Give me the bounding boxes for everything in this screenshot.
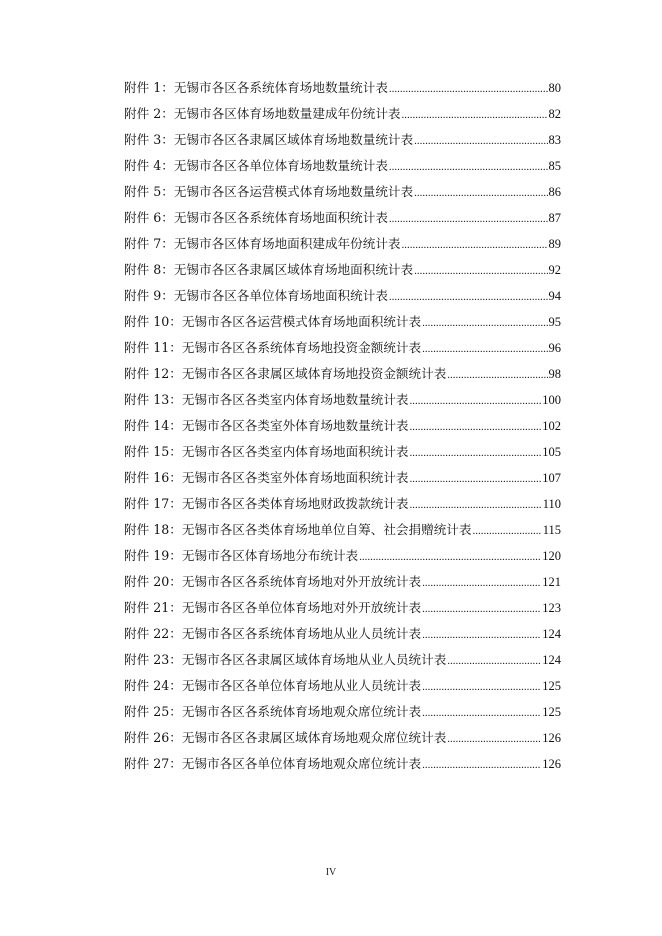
toc-entry-page-number: 121 [542, 575, 561, 589]
toc-entry[interactable] [124, 260, 561, 286]
toc-entry-title: 无锡市各区各单位体育场地从业人员统计表 [181, 678, 422, 693]
toc-entry-title: 无锡市各区各隶属区域体育场地面积统计表 [173, 262, 414, 277]
dot-leader [422, 755, 541, 775]
toc-entry-title: 无锡市各区各类室内体育场地面积统计表 [181, 444, 409, 459]
toc-entry-title: 无锡市各区各类室外体育场地面积统计表 [181, 470, 409, 485]
toc-entry-page-number: 115 [542, 523, 561, 537]
toc-entry[interactable] [124, 104, 561, 130]
toc-entry[interactable] [124, 468, 561, 494]
toc-entry-label: 附件 25： [124, 704, 182, 719]
dot-leader [410, 417, 542, 437]
toc-entry-page-number: 102 [542, 419, 561, 433]
toc-entry-title: 无锡市各区各隶属区域体育场地数量统计表 [173, 132, 414, 147]
page-footer-number: IV [325, 867, 337, 878]
toc-entry-title: 无锡市各区各类室内体育场地数量统计表 [181, 392, 409, 407]
toc-entry[interactable] [124, 494, 561, 520]
dot-leader [389, 287, 548, 307]
dot-leader [422, 703, 541, 723]
toc-entry-label: 附件 17： [124, 496, 182, 511]
toc-entry[interactable] [124, 338, 561, 364]
toc-entry-label: 附件 14： [124, 418, 182, 433]
toc-entry[interactable] [124, 312, 561, 338]
toc-entry-label: 附件 5： [124, 184, 174, 199]
toc-entry[interactable] [124, 78, 561, 104]
toc-entry-page-number: 105 [542, 445, 561, 459]
toc-entry-title: 无锡市各区各系统体育场地对外开放统计表 [181, 574, 422, 589]
toc-entry-page-number: 124 [542, 653, 561, 667]
toc-entry[interactable] [124, 416, 561, 442]
toc-entry-page-number: 96 [548, 341, 561, 355]
dot-leader [447, 729, 541, 749]
toc-entry[interactable] [124, 598, 561, 624]
toc-entry-label: 附件 3： [124, 132, 174, 147]
toc-entry-page-number: 80 [548, 81, 561, 95]
dot-leader [410, 443, 542, 463]
toc-entry-page-number: 89 [548, 237, 561, 251]
dot-leader [359, 547, 541, 567]
dot-leader [389, 79, 548, 99]
toc-entry-page-number: 92 [548, 263, 561, 277]
toc-entry-label: 附件 18： [124, 522, 182, 537]
toc-entry-label: 附件 12： [124, 366, 182, 381]
toc-entry-title: 无锡市各区各单位体育场地对外开放统计表 [181, 600, 422, 615]
toc-entry-page-number: 86 [548, 185, 561, 199]
toc-entry-title: 无锡市各区各类体育场地财政拨款统计表 [181, 496, 409, 511]
toc-entry-title: 无锡市各区各类室外体育场地数量统计表 [181, 418, 409, 433]
toc-entry-label: 附件 6： [124, 210, 174, 225]
dot-leader [422, 573, 541, 593]
toc-entry-title: 无锡市各区各隶属区域体育场地从业人员统计表 [181, 652, 447, 667]
dot-leader [422, 313, 547, 333]
toc-entry-page-number: 94 [548, 289, 561, 303]
dot-leader [410, 495, 542, 515]
toc-entry[interactable] [124, 286, 561, 312]
dot-leader [422, 625, 541, 645]
toc-entry-page-number: 124 [542, 627, 561, 641]
toc-entry-page-number: 120 [542, 549, 561, 563]
toc-entry-title: 无锡市各区各类体育场地单位自筹、社会捐赠统计表 [181, 522, 472, 537]
dot-leader [389, 157, 548, 177]
toc-entry-label: 附件 11： [124, 340, 182, 355]
toc-entry-page-number: 98 [548, 367, 561, 381]
toc-entry[interactable] [124, 234, 561, 260]
toc-entry-page-number: 100 [542, 393, 561, 407]
dot-leader [402, 105, 548, 125]
toc-entry-page-number: 125 [542, 705, 561, 719]
toc-entry-title: 无锡市各区各单位体育场地观众席位统计表 [181, 756, 422, 771]
toc-entry-label: 附件 22： [124, 626, 182, 641]
toc-entry-title: 无锡市各区各系统体育场地观众席位统计表 [181, 704, 422, 719]
dot-leader [410, 391, 542, 411]
toc-entry-title: 无锡市各区各系统体育场地从业人员统计表 [181, 626, 422, 641]
dot-leader [414, 183, 547, 203]
table-of-contents [124, 78, 561, 780]
dot-leader [402, 235, 548, 255]
toc-entry-label: 附件 20： [124, 574, 182, 589]
toc-entry-label: 附件 15： [124, 444, 182, 459]
toc-entry-label: 附件 23： [124, 652, 182, 667]
toc-entry[interactable] [124, 572, 561, 598]
toc-entry[interactable] [124, 182, 561, 208]
toc-entry-page-number: 126 [542, 731, 561, 745]
toc-entry-label: 附件 10： [124, 314, 182, 329]
dot-leader [414, 261, 547, 281]
toc-entry-label: 附件 2： [124, 106, 174, 121]
toc-entry[interactable] [124, 676, 561, 702]
toc-entry-label: 附件 26： [124, 730, 182, 745]
toc-entry-title: 无锡市各区各单位体育场地数量统计表 [173, 158, 388, 173]
toc-entry-title: 无锡市各区体育场地数量建成年份统计表 [173, 106, 401, 121]
toc-entry[interactable] [124, 390, 561, 416]
toc-entry[interactable] [124, 442, 561, 468]
toc-entry[interactable] [124, 702, 561, 728]
toc-entry[interactable] [124, 650, 561, 676]
dot-leader [410, 469, 542, 489]
toc-entry-page-number: 83 [548, 133, 561, 147]
dot-leader [422, 599, 541, 619]
toc-entry-label: 附件 7： [124, 236, 174, 251]
toc-entry[interactable] [124, 208, 561, 234]
toc-entry-label: 附件 27： [124, 756, 182, 771]
toc-entry-page-number: 126 [542, 757, 561, 771]
toc-entry-label: 附件 4： [124, 158, 174, 173]
toc-entry-label: 附件 1： [124, 80, 174, 95]
toc-entry-title: 无锡市各区各隶属区域体育场地投资金额统计表 [181, 366, 447, 381]
toc-entry-label: 附件 9： [124, 288, 174, 303]
dot-leader [447, 651, 541, 671]
toc-entry-label: 附件 24： [124, 678, 182, 693]
toc-entry-page-number: 123 [542, 601, 561, 615]
dot-leader [422, 677, 541, 697]
toc-entry-label: 附件 13： [124, 392, 182, 407]
dot-leader [472, 521, 541, 541]
toc-entry-page-number: 125 [542, 679, 561, 693]
toc-entry-title: 无锡市各区各系统体育场地投资金额统计表 [181, 340, 422, 355]
toc-entry[interactable] [124, 364, 561, 390]
toc-entry-page-number: 107 [542, 471, 561, 485]
toc-entry-page-number: 82 [548, 107, 561, 121]
toc-entry[interactable] [124, 520, 561, 546]
dot-leader [389, 209, 548, 229]
toc-entry-title: 无锡市各区各系统体育场地面积统计表 [173, 210, 388, 225]
toc-entry-page-number: 110 [542, 497, 561, 511]
toc-entry-title: 无锡市各区各单位体育场地面积统计表 [173, 288, 388, 303]
dot-leader [447, 365, 547, 385]
toc-entry-page-number: 87 [548, 211, 561, 225]
toc-entry[interactable] [124, 156, 561, 182]
toc-entry-page-number: 95 [548, 315, 561, 329]
toc-entry[interactable] [124, 130, 561, 156]
toc-entry[interactable] [124, 728, 561, 754]
toc-entry-title: 无锡市各区体育场地面积建成年份统计表 [173, 236, 401, 251]
toc-entry-label: 附件 21： [124, 600, 182, 615]
toc-entry[interactable] [124, 624, 561, 650]
toc-entry-label: 附件 16： [124, 470, 182, 485]
toc-entry[interactable] [124, 546, 561, 572]
dot-leader [414, 131, 547, 151]
toc-entry-title: 无锡市各区各系统体育场地数量统计表 [173, 80, 388, 95]
dot-leader [422, 339, 547, 359]
toc-entry[interactable] [124, 754, 561, 780]
toc-entry-label: 附件 19： [124, 548, 182, 563]
toc-entry-title: 无锡市各区各运营模式体育场地面积统计表 [181, 314, 422, 329]
toc-entry-label: 附件 8： [124, 262, 174, 277]
toc-entry-title: 无锡市各区各隶属区域体育场地观众席位统计表 [181, 730, 447, 745]
toc-entry-title: 无锡市各区体育场地分布统计表 [181, 548, 359, 563]
toc-entry-title: 无锡市各区各运营模式体育场地数量统计表 [173, 184, 414, 199]
toc-entry-page-number: 85 [548, 159, 561, 173]
